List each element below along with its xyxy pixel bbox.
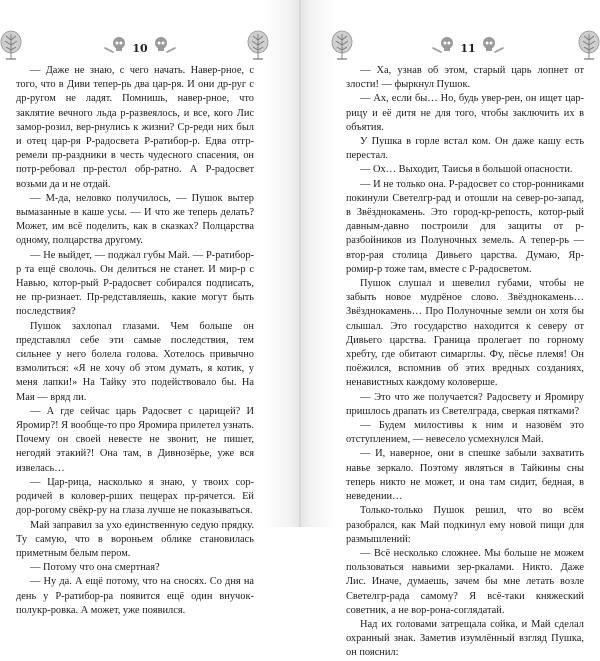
paragraph: — И не только она. Р-радосвет со стор-ронниками покинули Светелгр-рад и отошли на север-ро-запад, в Звёзднокамень. Это город-кр-репость, котор-рый давным-давно построили для защиты от р-разбойников из Полуночных земель. А тепер-рь — втор-рая столица Дивьего царства. Думаю, Яр-ромир-р тоже там, вместе с Р-радосветом.	[346, 178, 584, 275]
page-number: 11	[460, 41, 476, 55]
paragraph: — Цар-рица, насколько я знаю, у твоих сор-родичей в коловер-рших пещерах пр-рячется. Ей дор-рогому свёкр-ру на глаза лучше не показываться.	[16, 476, 254, 517]
tree-icon	[0, 30, 22, 62]
paragraph: — Всё несколько сложнее. Мы больше не можем пользоваться навьими зер-ркалами. Никто. Даже Лис. Иначе, думаешь, зачем бы мне летать возле Светелгр-рада самому? Я всё-таки княжеский советник, а не вор-рона-соглядатай.	[346, 547, 584, 616]
paragraph: — Это что же получается? Радосвету и Яромиру пришлось драпать из Светелграда, сверкая пятками?	[346, 391, 584, 417]
paragraph: — А где сейчас царь Радосвет с царицей? И Яромир?! Я вообще-то про Яромира прилетел узнать. Почему он своей невесте не звонит, не пишет, негодяй этакий?! Она там, в Дивнозёрье, уже вся извелась…	[16, 405, 254, 474]
left-page-body	[16, 64, 254, 618]
paragraph: Только-только Пушок решил, что во всём разобрался, как Май подкинул ему новой пищи для размышлений:	[346, 505, 584, 545]
right-page	[300, 0, 600, 659]
paragraph: — Не выйдет, — поджал губы Май. — Р-ратибор-р та ещё сволочь. Он делиться не станет. И мир-р с Навью, котор-рый Р-радосвет собирался подписать, не пр-ризнает. Пр-редставляешь, какие могут быть последствия?	[16, 249, 254, 318]
skull-crossbones-icon	[152, 35, 176, 55]
tree-icon	[331, 30, 353, 62]
book-gutter	[299, 0, 301, 527]
paragraph: — Ха, узнав об этом, старый царь лопнет от злости! — фыркнул Пушок.	[346, 65, 584, 91]
paragraph: — М-да, неловко получилось, — Пушок вытер вымазанные в каше усы. — И что же теперь делать? Может, им всё поделить, как в сказках? Полцарства одному, полцарства другому.	[16, 192, 254, 247]
tree-icon	[247, 30, 269, 62]
page-number: 10	[132, 41, 148, 55]
skull-crossbones-icon	[104, 35, 128, 55]
paragraph: Май заправил за ухо единственную седую прядку. Ту самую, что в вороньем облике становилась приметным белым пером.	[16, 519, 254, 559]
folio	[428, 34, 508, 56]
skull-crossbones-icon	[480, 35, 504, 55]
right-page-body	[346, 64, 584, 661]
skull-crossbones-icon	[432, 35, 456, 55]
paragraph: — Даже не знаю, с чего начать. Навер-рное, с того, что в Диви тепер-рь два цар-ря. И они др-руг с др-ругом не ладят. Помнишь, навер-рное, что заклятие вечного льда р-развеялось, и все, кого Лис замор-розил, вер-рнулись к жизни? Ср-реди них был и отец цар-ря Р-радосвета Р-ратибор-р. Едва отгр-ремели пр-раздники в честь чудесного спасения, он потр-ребовал пр-рестол обр-ратно. А Р-радосвет возьми да и не отдай.	[16, 65, 254, 190]
paragraph: — Ну да. А ещё потому, что на сносях. Со дня на день у Р-ратибор-ра появится ещё один внучок-полукр-ровка. А может, уже появился.	[16, 576, 254, 616]
left-page	[0, 0, 300, 616]
paragraph: У Пушка в горле встал ком. Он даже кашу есть перестал.	[346, 136, 584, 162]
paragraph: Пушок захлопал глазами. Чем больше он представлял себе эти самые последствия, тем сильнее у него болела голова. Хотелось привычно взмолиться: «Я не хочу об этом думать, я котик, у меня лапки!» На Тайку это подействовало бы. На Мая — вряд ли.	[16, 320, 254, 403]
paragraph: — Потому что она смертная?	[30, 562, 160, 574]
right-page-header	[300, 28, 600, 62]
tree-icon	[578, 30, 600, 62]
paragraph: Пушок слушал и шевелил губами, чтобы не забыть новое мудрёное слово. Звёзднокамень… Звёзднокамень… Про Полуночные земли он хотя бы слышал. Это государство находится к северу от Дивьего царства. Граница пролегает по горному хребту, где обитают симарглы. Фу, пёсье племя! Он поёжился, вспомнив об этих вредных созданиях, ненавистных каждому коловерше.	[346, 278, 584, 389]
paragraph: — Ох… Выходит, Таисья в большой опасности.	[360, 164, 573, 176]
left-page-header	[0, 28, 300, 62]
paragraph: — Будем милостивы к ним и назовём это отступлением, — невесело усмехнулся Май.	[346, 420, 584, 446]
folio	[100, 34, 180, 56]
paragraph: — Ах, если бы… Но, будь увер-рен, он ищет цар-рицу и её дитя не для того, чтобы заключить их в объятия.	[346, 93, 584, 133]
paragraph: — И, наверное, они в спешке забыли захватить навье зеркало. Поэтому являться в Тайкины сны теперь никто не может, и она там сидит, бедная, в неведении…	[346, 448, 584, 503]
paragraph: Над их головами затрещала сойка, и Май сделал охранный знак. Заметив изумлённый взгляд Пушка, он пояснил:	[346, 618, 584, 659]
